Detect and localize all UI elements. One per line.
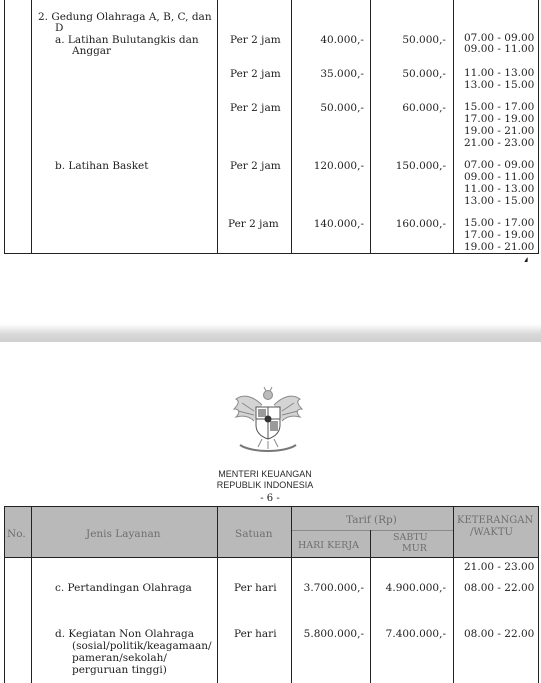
tariff-subheader-divider <box>291 530 454 531</box>
column-divider-no <box>31 0 32 254</box>
row-unit: Per 2 jam <box>230 68 281 80</box>
header-no: No. <box>7 528 26 540</box>
header-bottom-border <box>4 557 539 558</box>
row-weekend-price: 4.900.000,- <box>385 582 446 594</box>
row-weekend-price: 7.400.000,- <box>385 628 446 640</box>
row-weekday-price: 50.000,- <box>320 102 364 114</box>
row-unit: Per hari <box>234 628 277 640</box>
row-time: 15.00 - 17.00 <box>464 101 535 113</box>
column-divider-service <box>217 0 218 254</box>
row-label: d. Kegiatan Non Olahraga <box>55 628 194 640</box>
table-border-left <box>4 506 5 683</box>
header-note: KETERANGAN <box>457 515 534 526</box>
row-weekday-price: 35.000,- <box>320 68 364 80</box>
header-service: Jenis Layanan <box>86 528 161 540</box>
column-divider-weekday <box>370 0 371 254</box>
row-weekend-price: 50.000,- <box>402 34 446 46</box>
row-time: 08.00 - 22.00 <box>464 582 535 594</box>
row-weekday-price: 5.800.000,- <box>303 628 364 640</box>
item-2-title-cont: D <box>55 22 64 34</box>
row-label: c. Pertandingan Olahraga <box>55 582 192 594</box>
header-weekday: HARI KERJA <box>298 540 359 551</box>
row-time: 17.00 - 19.00 <box>464 113 535 125</box>
row-unit: Per 2 jam <box>230 102 281 114</box>
row-unit: Per hari <box>234 582 277 594</box>
table-border-right <box>538 0 539 254</box>
header-weekend-cont: MUR <box>402 543 427 554</box>
row-time: 08.00 - 22.00 <box>464 628 535 640</box>
header-unit: Satuan <box>235 528 273 540</box>
row-time: 09.00 - 11.00 <box>464 171 535 183</box>
column-divider-no <box>31 506 32 683</box>
column-divider-weekend <box>453 0 454 254</box>
row-label: a. Latihan Bulutangkis dan <box>55 34 199 46</box>
page-number: - 6 - <box>260 493 280 504</box>
row-time: 09.00 - 11.00 <box>464 43 535 55</box>
row-time: 13.00 - 15.00 <box>464 79 535 91</box>
row-time: 07.00 - 09.00 <box>464 32 535 44</box>
row-weekend-price: 60.000,- <box>402 102 446 114</box>
row-time: 17.00 - 19.00 <box>464 229 535 241</box>
row-time: 15.00 - 17.00 <box>464 217 535 229</box>
table-border-left <box>4 0 5 254</box>
row-weekend-price: 150.000,- <box>395 160 446 172</box>
ministry-title: MENTERI KEUANGAN <box>218 469 312 479</box>
garuda-emblem-icon <box>228 385 308 457</box>
row-time: 21.00 - 23.00 <box>464 561 535 573</box>
column-divider-weekday <box>370 530 371 683</box>
header-tariff: Tarif (Rp) <box>346 514 397 526</box>
header-weekend: SABTU <box>393 532 428 543</box>
row-time: 21.00 - 23.00 <box>464 137 535 149</box>
row-weekend-price: 50.000,- <box>402 68 446 80</box>
ministry-subtitle: REPUBLIK INDONESIA <box>216 480 314 490</box>
column-divider-unit <box>291 506 292 683</box>
row-unit: Per 2 jam <box>230 34 281 46</box>
row-time: 19.00 - 21.00 <box>464 125 535 137</box>
row-weekend-price: 160.000,- <box>395 218 446 230</box>
row-time: 07.00 - 09.00 <box>464 159 535 171</box>
column-divider-weekend <box>453 506 454 683</box>
row-weekday-price: 120.000,- <box>313 160 364 172</box>
row-weekday-price: 140.000,- <box>313 218 364 230</box>
page-break <box>0 262 541 342</box>
row-label-cont: pameran/sekolah/ <box>72 652 167 664</box>
row-weekday-price: 3.700.000,- <box>303 582 364 594</box>
row-time: 13.00 - 15.00 <box>464 195 535 207</box>
row-weekday-price: 40.000,- <box>320 34 364 46</box>
table-border-right <box>538 506 539 683</box>
row-unit: Per 2 jam <box>228 218 279 230</box>
row-label-cont: Anggar <box>72 45 112 57</box>
table-bottom-border <box>4 253 539 254</box>
row-time: 11.00 - 13.00 <box>464 183 535 195</box>
row-unit: Per 2 jam <box>230 160 281 172</box>
item-2-title: 2. Gedung Olahraga A, B, C, dan <box>38 11 212 23</box>
table-top-border <box>4 506 539 507</box>
row-label-cont: (sosial/politik/keagamaan/ <box>72 640 212 652</box>
column-divider-service <box>217 506 218 683</box>
row-label: b. Latihan Basket <box>55 160 149 172</box>
row-time: 11.00 - 13.00 <box>464 67 535 79</box>
row-label-cont: perguruan tinggi) <box>72 664 167 676</box>
header-note-cont: /WAKTU <box>470 527 513 538</box>
column-divider-unit <box>291 0 292 254</box>
row-time: 19.00 - 21.00 <box>464 241 535 253</box>
